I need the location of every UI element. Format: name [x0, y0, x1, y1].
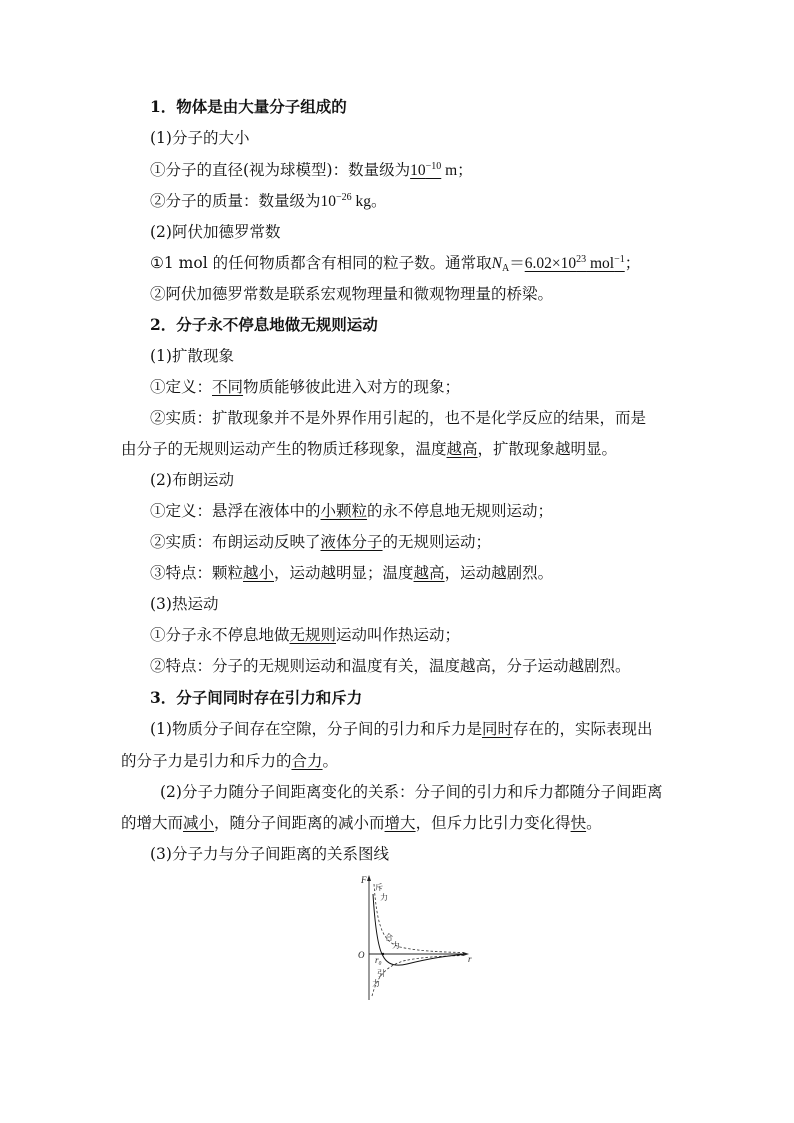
underlined-term: 越高: [446, 440, 478, 458]
underlined-term: 小颗粒: [320, 502, 368, 520]
underlined-term: 越小: [243, 564, 275, 582]
section-1-heading: 1．物体是由大量分子组成的: [150, 97, 347, 116]
exponent: −1: [614, 254, 625, 265]
r0-label: r₀: [375, 955, 382, 965]
s3-sub3: (3)分子力与分子间距离的关系图线: [150, 845, 389, 863]
s2-sub1: (1)扩散现象: [150, 347, 234, 365]
text-run: 。: [322, 752, 339, 770]
text-run: kg。: [351, 193, 387, 210]
label-repulsion-2: 力: [380, 893, 388, 902]
underlined-term: 合力: [291, 752, 323, 770]
s2-essence-line2: [121, 439, 674, 459]
text-run: ＝: [509, 254, 525, 272]
text-run: ，运动越剧烈。: [444, 564, 554, 582]
symbol-n: N: [491, 255, 502, 272]
s2-brownian-definition: [150, 501, 674, 521]
text-run: ①定义：悬浮在液体中的: [150, 502, 321, 520]
text-run: 物质能够彼此进入对方的现象；: [243, 378, 461, 396]
text-run: 的永不停息地无规则运动；: [367, 502, 554, 520]
text-run: ，运动越明显；温度: [274, 564, 414, 582]
s2-thermal-2: ②特点：分子的无规则运动和温度有关，温度越高，分子运动越剧烈。: [150, 657, 631, 675]
force-distance-figure: [355, 872, 475, 1004]
s2-brownian-features: [150, 563, 674, 583]
underlined-term: 无规则: [289, 626, 337, 644]
origin-label: O: [358, 950, 365, 960]
text-run: ①分子的直径(视为球模型)：数量级为: [150, 161, 411, 179]
label-net-2: 力: [392, 941, 400, 950]
underlined-term: 液体分子: [320, 533, 383, 551]
text-run: 运动叫作热运动；: [336, 626, 461, 644]
text-run: 的增大而: [121, 814, 184, 832]
underlined-term: 越高: [413, 564, 445, 582]
underlined-term: 减小: [183, 814, 215, 832]
text-run: 由分子的无规则运动产生的物质迁移现象，温度: [121, 440, 447, 458]
text-run: 10: [410, 162, 426, 179]
label-net-1: 合: [385, 933, 393, 942]
s1-sub2: (2)阿伏加德罗常数: [150, 223, 281, 241]
text-run: ②实质：布朗运动反映了: [150, 533, 321, 551]
text-run: 存在的，实际表现出: [512, 720, 653, 738]
text-run: ①1 mol 的任何物质都含有相同的粒子数。通常取: [150, 254, 492, 272]
text-run: 10: [320, 193, 337, 210]
text-run: ，但斥力比引力变化得: [415, 814, 571, 832]
force-distance-graph: [355, 872, 475, 1004]
axis-label-f: F: [361, 875, 367, 885]
underlined-term: 不同: [212, 378, 244, 396]
s1-sub1: (1)分子的大小: [150, 129, 250, 147]
text-run: ②分子的质量：数量级为: [150, 192, 321, 210]
exponent: 23: [576, 254, 587, 265]
exponent: −26: [336, 192, 352, 203]
underlined-term: 快: [570, 814, 587, 832]
underlined-term: 增大: [384, 814, 416, 832]
text-run: ，随分子间距离的减小而: [214, 814, 385, 832]
text-run: 。: [586, 814, 602, 832]
section-3-heading: 3．分子间同时存在引力和斥力: [150, 688, 363, 707]
s1-diameter: [150, 160, 674, 181]
net-force-curve: [373, 894, 463, 965]
s2-essence-line1: ②实质：扩散现象并不是外界作用引起的，也不是化学反应的结果，而是: [150, 409, 647, 427]
s1-avogadro: [150, 253, 674, 274]
text-run: ①定义：: [150, 378, 213, 396]
s1-bridge: ②阿伏加德罗常数是联系宏观物理量和微观物理量的桥梁。: [150, 285, 554, 303]
text-run: (1)物质分子间存在空隙，分子间的引力和斥力是: [150, 720, 482, 738]
s3-p2-line2: [121, 813, 674, 833]
text-run: mol: [586, 255, 615, 272]
subscript: A: [501, 263, 510, 274]
s2-sub3: (3)热运动: [150, 595, 219, 613]
text-run: m；: [441, 162, 473, 179]
s3-p2-line1: (2)分子力随分子间距离变化的关系：分子间的引力和斥力都随分子间距离: [160, 783, 663, 801]
diameter-value: [410, 162, 441, 179]
section-2-heading: 2．分子永不停息地做无规则运动: [150, 315, 378, 334]
label-attraction-2: 力: [372, 979, 380, 988]
s2-brownian-essence: [150, 532, 674, 552]
s1-mass: [150, 191, 674, 212]
underlined-term: 同时: [481, 720, 513, 738]
s2-sub2: (2)布朗运动: [150, 471, 234, 489]
text-run: 的无规则运动；: [382, 533, 492, 551]
s2-definition: [150, 377, 674, 397]
text-run: 6.02×10: [524, 255, 577, 272]
text-run: ，扩散现象越明显。: [477, 440, 618, 458]
text-run: ①分子永不停息地做: [150, 626, 290, 644]
avogadro-value: [525, 255, 625, 272]
text-run: ；: [624, 254, 641, 272]
y-axis-arrow: [367, 875, 371, 881]
s3-p1-line1: [150, 719, 674, 739]
s3-p1-line2: [121, 751, 674, 771]
text-run: ③特点：颗粒: [150, 564, 244, 582]
r0-point: [382, 953, 384, 955]
text-run: 的分子力是引力和斥力的: [121, 752, 292, 770]
label-repulsion-1: 斥: [375, 883, 383, 892]
label-attraction-1: 引: [377, 969, 385, 978]
s2-thermal-1: [150, 625, 674, 645]
axis-label-r: r: [468, 954, 472, 964]
exponent: −10: [425, 161, 442, 172]
